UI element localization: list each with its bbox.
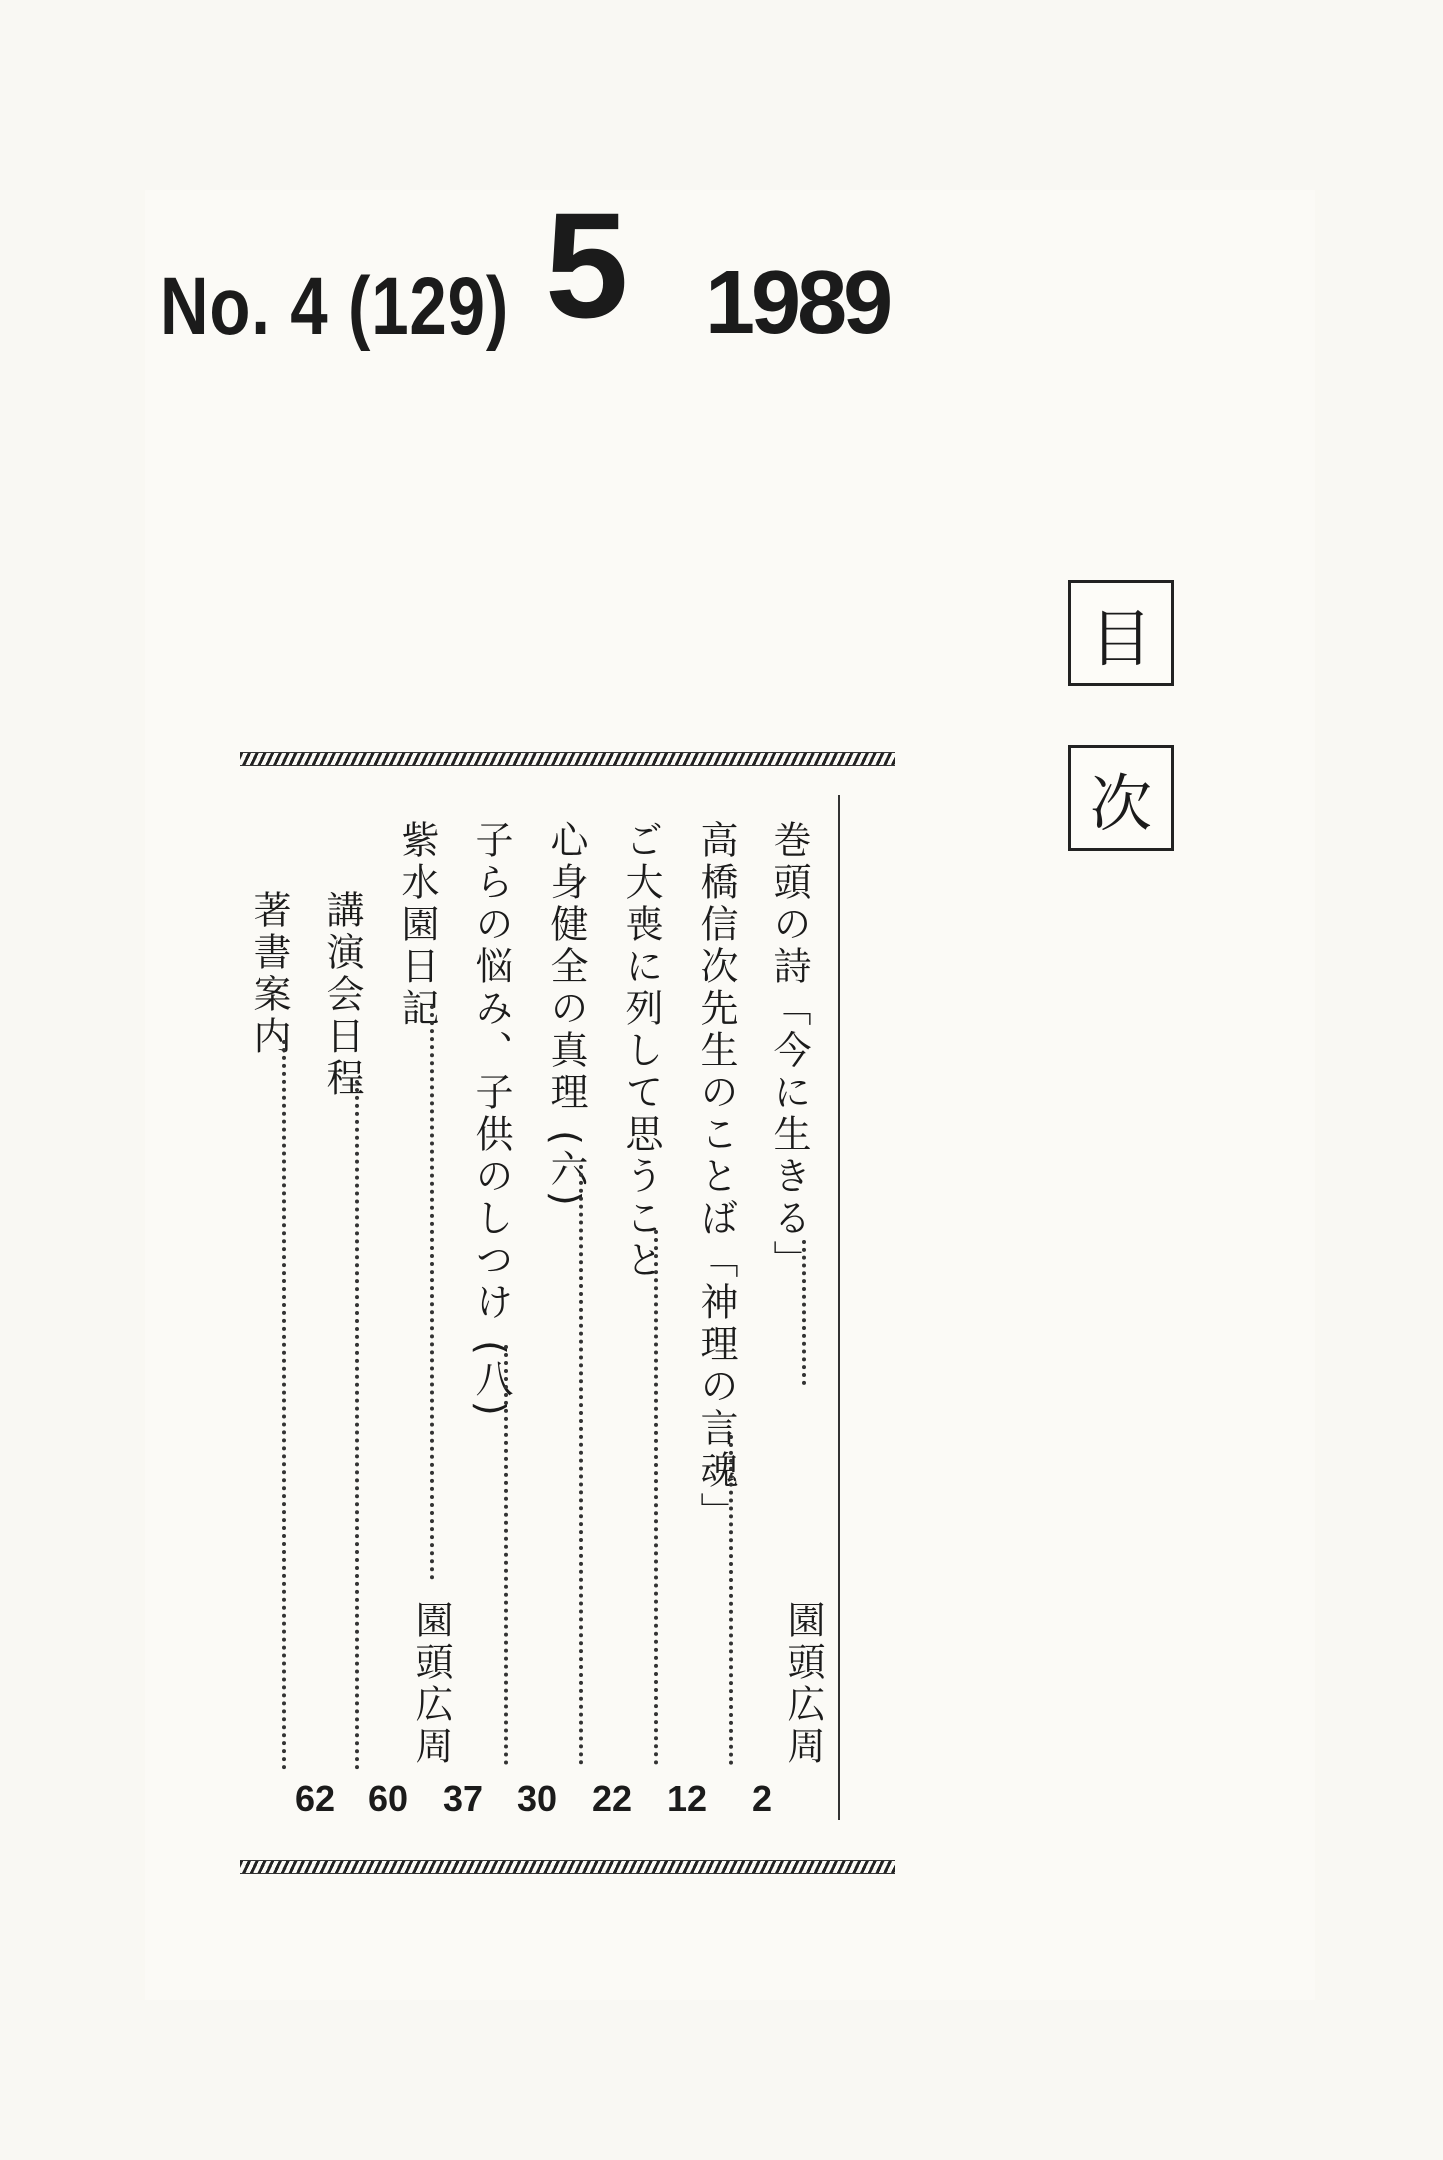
toc-leader — [802, 1240, 806, 1385]
toc-entry[interactable] — [320, 890, 393, 1855]
toc-title: 子らの悩み、子供のしつけ (八) — [469, 820, 513, 1420]
toc-entry[interactable] — [247, 890, 320, 1855]
toc-title: ご大喪に列して思うこと — [619, 820, 663, 1282]
toc-leader — [282, 1040, 286, 1770]
toc-entry[interactable] — [544, 820, 617, 1785]
toc-title: 紫水園日記 — [395, 820, 439, 1030]
toc-page-number: 30 — [516, 1778, 558, 1819]
toc-leader — [729, 1435, 733, 1765]
toc-leader — [430, 1005, 434, 1580]
toc-entry[interactable] — [694, 820, 767, 1785]
toc-entry[interactable] — [767, 820, 840, 1785]
toc-entry[interactable] — [469, 820, 542, 1785]
toc-title: 高橋信次先生のことば「神理の言魂」 — [694, 820, 738, 1534]
toc-leader — [355, 1080, 359, 1770]
issue-month: 5 — [545, 181, 629, 349]
toc-heading-char-2: 次 — [1068, 745, 1174, 851]
toc-leader — [504, 1345, 508, 1765]
toc-page-number: 22 — [591, 1778, 633, 1819]
toc-title: 巻頭の詩「今に生きる」 — [767, 820, 811, 1282]
toc-heading-char-1: 目 — [1068, 580, 1174, 686]
toc-leader — [579, 1165, 583, 1765]
toc-author: 園頭広周 — [409, 1600, 453, 1768]
toc-page-number: 12 — [666, 1778, 708, 1819]
toc-author: 園頭広周 — [781, 1600, 825, 1768]
toc-entry[interactable] — [395, 820, 468, 1785]
toc-title: 心身健全の真理 (六) — [544, 820, 588, 1210]
toc-page-number: 60 — [367, 1778, 409, 1819]
toc-title: 著書案内 — [247, 890, 291, 1058]
toc-entry[interactable] — [619, 820, 692, 1785]
toc-page-number: 62 — [294, 1778, 336, 1819]
issue-year: 1989 — [705, 253, 890, 353]
toc-leader — [654, 1230, 658, 1765]
bottom-rule — [240, 1860, 895, 1874]
top-rule — [240, 752, 895, 766]
toc-page-number: 2 — [751, 1778, 773, 1819]
issue-number: No. 4 (129) — [160, 261, 510, 352]
toc-page-number: 37 — [442, 1778, 484, 1819]
toc-title: 講演会日程 — [320, 890, 364, 1100]
